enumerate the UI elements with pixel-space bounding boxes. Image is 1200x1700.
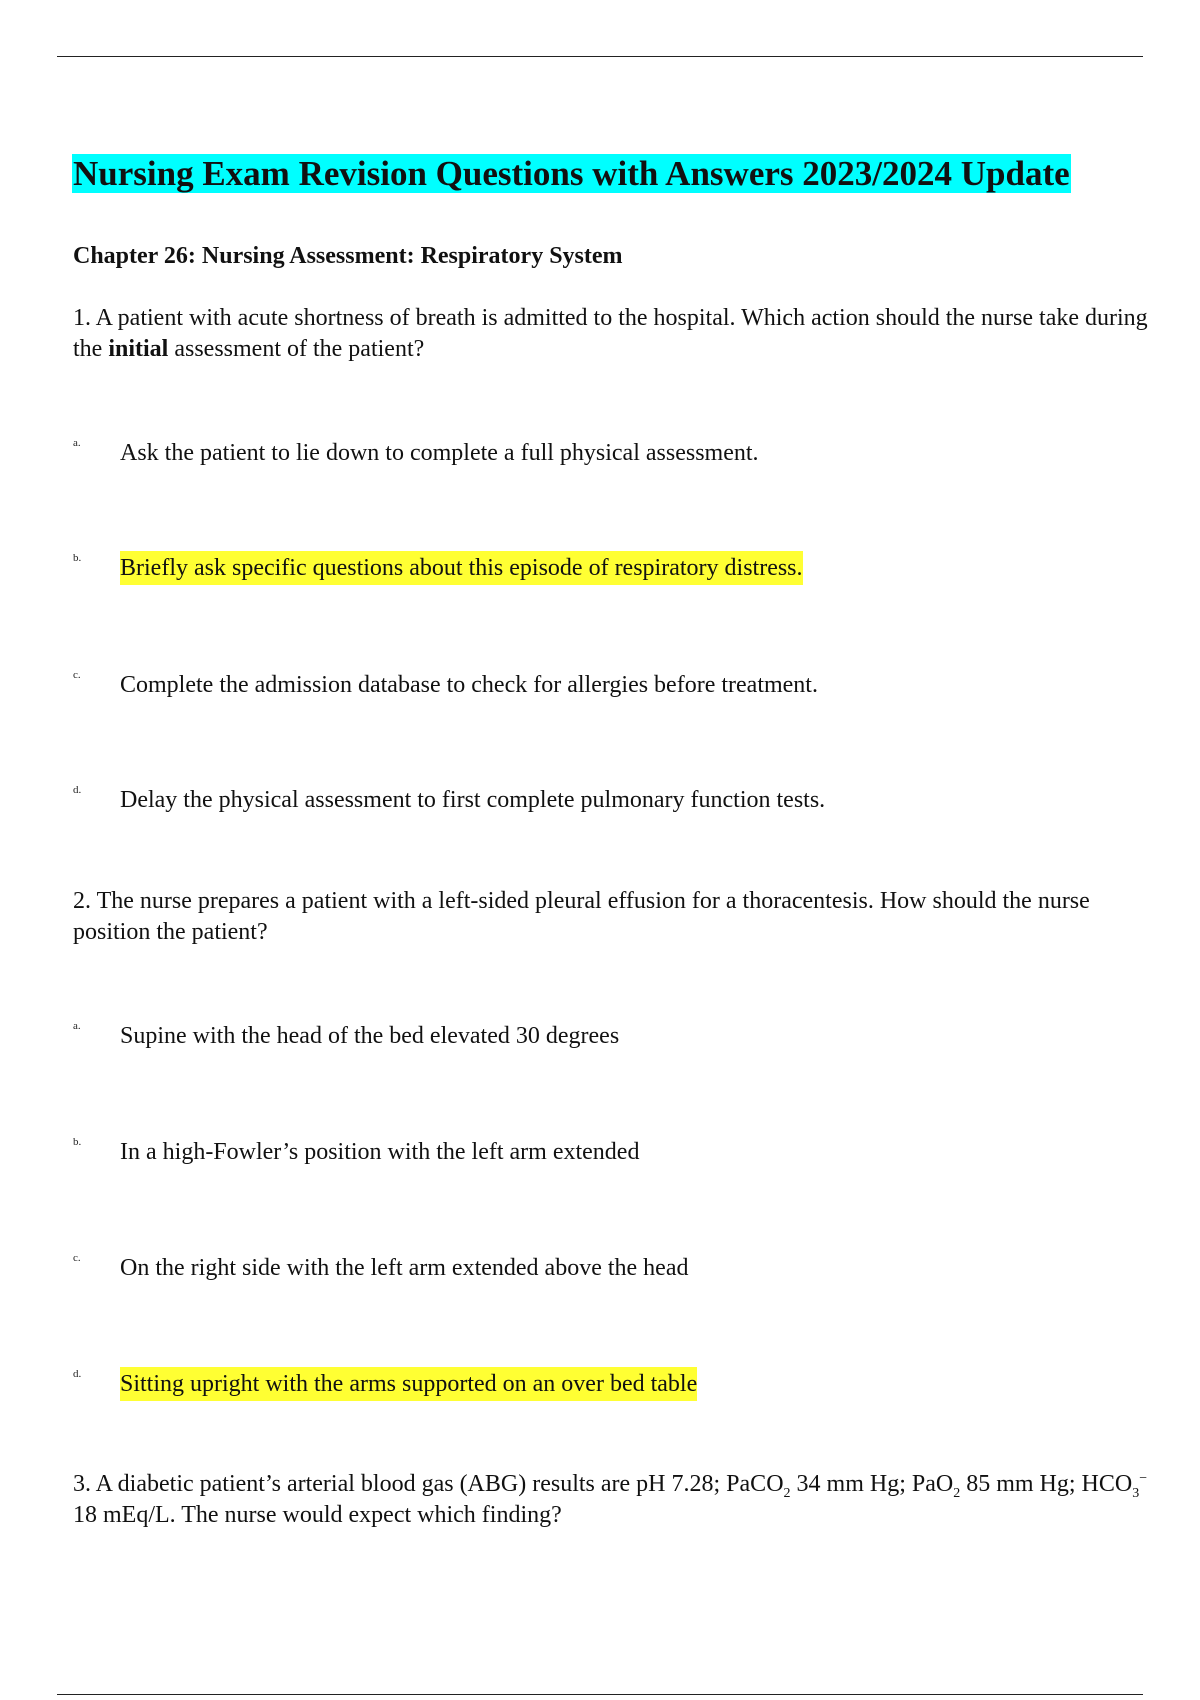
emphasis-initial: initial <box>108 336 169 362</box>
top-rule <box>57 56 1143 57</box>
option-text: Delay the physical assessment to first complete pulmonary function tests. <box>120 787 826 813</box>
option-letter: d. <box>73 784 82 796</box>
option-letter: c. <box>73 669 81 681</box>
option-text: Supine with the head of the bed elevated 30 degrees <box>120 1023 620 1049</box>
option-text: In a high-Fowler’s position with the left arm extended <box>120 1139 640 1165</box>
document-title-text: Nursing Exam Revision Questions with Answers 2023/2024 Update <box>73 154 1070 193</box>
option-text: Ask the patient to lie down to complete a full physical assessment. <box>120 440 759 466</box>
option-letter: a. <box>73 1020 81 1032</box>
option-text-correct-answer: Briefly ask specific questions about this episode of respiratory distress. <box>120 551 803 585</box>
option-text: On the right side with the left arm extended above the head <box>120 1255 689 1281</box>
option-letter: a. <box>73 437 81 449</box>
option-letter: b. <box>73 1136 82 1148</box>
question-3-stem: 3. A diabetic patient’s arterial blood gas (ABG) results are pH 7.28; PaCO$_2$ 34 mm Hg; PaO$_2$ 85 mm Hg; $HCO_3^-$ 18 mEq/L. The nurse would expect which finding? <box>73 1471 1148 1528</box>
bottom-rule <box>57 1694 1143 1695</box>
chapter-heading: Chapter 26: Nursing Assessment: Respiratory System <box>73 243 623 269</box>
option-text: Complete the admission database to check for allergies before treatment. <box>120 672 818 698</box>
option-letter: c. <box>73 1252 81 1264</box>
option-text-correct-answer: Sitting upright with the arms supported on an over bed table <box>120 1367 697 1401</box>
question-2-stem: 2. The nurse prepares a patient with a left-sided pleural effusion for a thoracentesis. How should the nurse position the patient? <box>73 888 1090 945</box>
document-title <box>72 152 1071 196</box>
option-letter: d. <box>73 1368 82 1380</box>
option-letter: b. <box>73 552 82 564</box>
question-1-stem: 1. A patient with acute shortness of breath is admitted to the hospital. Which action should the nurse take during the initial assessment of the patient? <box>73 305 1148 362</box>
